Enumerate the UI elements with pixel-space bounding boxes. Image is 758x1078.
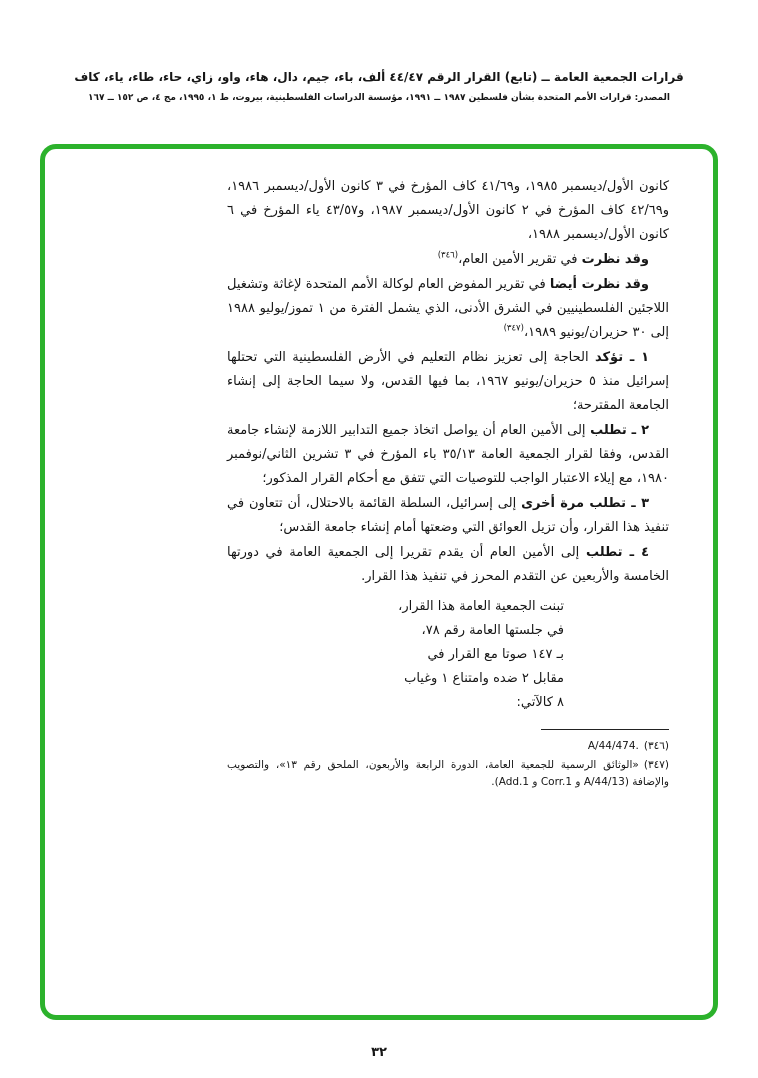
vote-line: بـ ١٤٧ صوتا مع القرار في	[427, 647, 564, 662]
paragraph-lead: ١ ـ تؤكد	[594, 350, 649, 365]
footnote-ref: (٣٤٧)	[503, 323, 524, 334]
green-frame	[40, 144, 718, 1020]
paragraph-text: إلى الأمين العام أن يقدم تقريرا إلى الجمعية العامة في دورتها الخامسة والأربعين عن التقدم المحرز في تنفيذ هذا القرار.	[227, 545, 669, 584]
paragraph-operative-1	[227, 346, 669, 418]
paragraph-text: إلى الأمين العام أن يواصل اتخاذ جميع التدابير اللازمة لإنشاء جامعة القدس، وفقا لقرار الجمعية العامة ٣٥/١٣ باء المؤرخ في ٣ تشرين الثاني/نوفمبر ١٩٨٠، مع إيلاء الاعتبار الواجب للتوصيات التي تتفق مع أحكام القرار المذكور؛	[227, 423, 670, 486]
paragraph-operative-3	[227, 492, 669, 540]
paragraph-text: في تقرير المفوض العام لوكالة الأمم المتحدة لإغاثة وتشغيل اللاجئين الفلسطينيين في الشرق الأدنى، الذي يشمل الفترة من ١ تموز/يوليو ١٩٨٨ إلى ٣٠ حزيران/يونيو ١٩٨٩،	[227, 277, 669, 340]
paragraph-lead: وقد نظرت أيضا	[549, 277, 649, 292]
paragraph-lead: ٤ ـ تطلب	[585, 545, 650, 560]
paragraph-lead: ٣ ـ تطلب مرة أخرى	[521, 496, 649, 511]
paragraph-lead: ٢ ـ تطلب	[590, 423, 649, 438]
footnote-document-symbol: A/44/474.	[587, 740, 639, 752]
paragraph-lead: وقد نظرت	[581, 252, 649, 267]
footnotes-section	[227, 729, 669, 791]
paragraph-text: في تقرير الأمين العام،	[458, 252, 582, 267]
footnote-347	[227, 757, 669, 791]
footnote-marker: (٣٤٧)	[643, 759, 669, 771]
paragraph-operative-2	[227, 419, 669, 491]
paragraph-text: الحاجة إلى تعزيز نظام التعليم في الأرض الفلسطينية التي تحتلها إسرائيل منذ ٥ حزيران/يونيو ١٩٦٧، بما فيها القدس، ولا سيما الحاجة إلى إنشاء الجامعة المقترحة؛	[227, 350, 669, 413]
footnote-346	[227, 738, 669, 755]
vote-line: في جلستها العامة رقم ٧٨،	[421, 623, 564, 638]
header-title: قرارات الجمعية العامة ــ (تابع) القرار الرقم ٤٤/٤٧ ألف، باء، جيم، دال، هاء، واو، زاي، حاء، طاء، ياء، كاف	[74, 70, 684, 84]
vote-line: مقابل ٢ ضده وامتناع ١ وغياب	[404, 671, 564, 686]
paragraph-preamble-continuation	[227, 175, 669, 247]
page-header	[20, 70, 738, 103]
paragraph-operative-4	[227, 541, 669, 589]
vote-line: تبنت الجمعية العامة هذا القرار،	[398, 599, 564, 614]
footnote-text: «الوثائق الرسمية للجمعية العامة، الدورة الرابعة والأربعون، الملحق رقم ١٣»، والتصويب والإضافة (A/44/13 و Corr.1 و Add.1).	[227, 759, 669, 788]
footnote-marker: (٣٤٦)	[643, 740, 669, 752]
footnote-ref: (٣٤٦)	[437, 250, 459, 261]
paragraph-text: إلى إسرائيل، السلطة القائمة بالاحتلال، أن تتعاون في تنفيذ هذا القرار، وأن تزيل العوائق التي وضعتها أمام إنشاء جامعة القدس؛	[227, 496, 669, 535]
paragraph-text: كانون الأول/ديسمبر ١٩٨٥، و٤١/٦٩ كاف المؤرخ في ٣ كانون الأول/ديسمبر ١٩٨٦، و٤٢/٦٩ كاف المؤرخ في ٢ كانون الأول/ديسمبر ١٩٨٧، و٤٣/٥٧ ياء المؤرخ في ٦ كانون الأول/ديسمبر ١٩٨٨،	[227, 179, 670, 242]
header-source-line: المصدر: قرارات الأمم المتحدة بشأن فلسطين ١٩٨٧ ــ ١٩٩١، مؤسسة الدراسات الفلسطينية، بيروت، ط ١، ١٩٩٥، مج ٤، ص ١٥٢ ــ ١٦٧	[88, 93, 670, 103]
vote-record	[227, 595, 669, 715]
paragraph-having-considered-1	[227, 248, 669, 272]
vote-line: ٨ كالآتي:	[516, 695, 564, 710]
page-number: ٣٢	[371, 1045, 387, 1060]
paragraph-having-considered-2	[227, 273, 669, 345]
footnote-divider	[541, 729, 669, 730]
resolution-text	[227, 175, 669, 793]
